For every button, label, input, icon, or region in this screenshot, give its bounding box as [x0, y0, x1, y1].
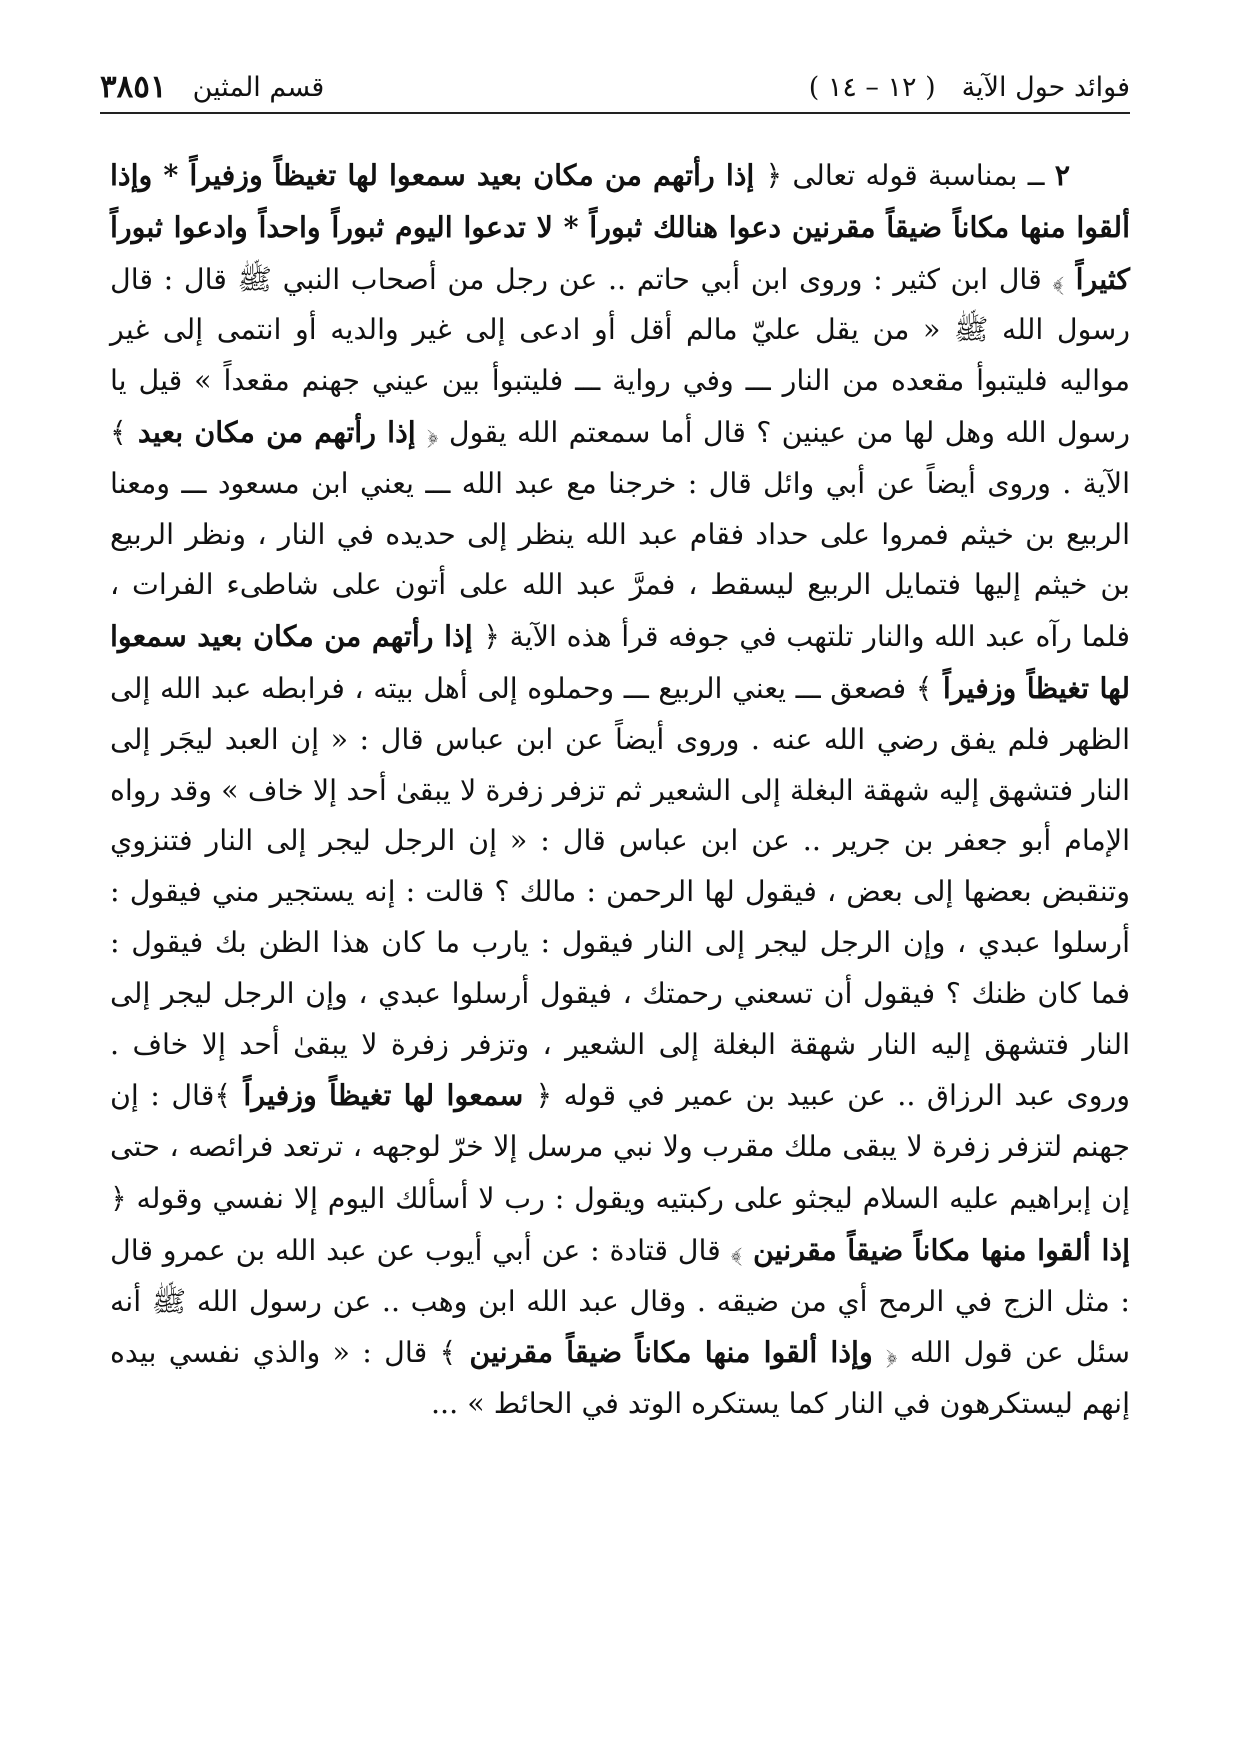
- text-segment: الآية . وروى أيضاً عن أبي وائل قال : خرجنا مع عبد الله ـــ يعني ابن مسعود ـــ ومعنا الربيع بن خيثم فمروا على حداد فقام عبد الله ينظر إلى حديده في النار ، ونظر الربيع بن خيثم إليها فتمايل الربيع ليسقط ، فمرَّ عبد الله على أتون على شاطىء الفرات ، فلما رآه عبد الله والنار تلتهب في جوفه قرأ هذه الآية: [110, 466, 1130, 654]
- ornate-bracket-open: ﴿: [426, 415, 439, 449]
- ornate-bracket-close: ﴾: [1052, 262, 1065, 296]
- page-number: ٣٨٥١: [100, 69, 167, 105]
- ornate-bracket-open: ﴿: [765, 159, 783, 192]
- item-dash: ــ: [1017, 159, 1055, 192]
- text-segment: فصعق ـــ يعني الربيع ـــ وحملوه إلى أهل بيته ، فرابطه عبد الله إلى الظهر فلم يفق رضي الله عنه . وروى أيضاً عن ابن عباس قال : « إن العبد ليجَر إلى النار فتشهق إليه شهقة البغلة إلى الشعير ثم تزفر زفرة لا يبقىٰ أحد إلا خاف » وقد رواه الإمام أبو جعفر بن جرير .. عن ابن عباس قال : « إن الرجل ليجر إلى النار فتنزوي وتنقبض بعضها إلى بعض ، فيقول لها الرحمن : مالك ؟ قالت : إنه يستجير مني فيقول : أرسلوا عبدي ، وإن الرجل ليجر إلى النار فيقول : يارب ما كان هذا الظن بك فيقول : فما كان ظنك ؟ فيقول أن تسعني رحمتك ، فيقول أرسلوا عبدي ، وإن الرجل ليجر إلى النار فتشهق إليه النار شهقة البغلة إلى الشعير ، وتزفر زفرة لا يبقىٰ أحد إلا خاف . وروى عبد الرزاق .. عن عبيد بن عمير في قوله: [110, 671, 1130, 1113]
- quran-quote: سمعوا لها تغيظاً وزفيراً: [231, 1078, 536, 1113]
- paragraph-item-2: [110, 150, 1130, 1430]
- text-segment: بمناسبة قوله تعالى: [782, 159, 1018, 192]
- quran-quote: وإذا ألقوا منها مكاناً ضيقاً مقرنين: [456, 1335, 886, 1370]
- quran-quote: إذا رأتهم من مكان بعيد سمعوا لها تغيظاً وزفيراً: [110, 619, 1130, 705]
- running-title: فوائد حول الآية: [961, 71, 1130, 103]
- text-segment: قال قتادة : عن أبي أيوب عن عبد الله بن عمرو قال : مثل الزج في الرمح أي من ضيقه . وقال عبد الله ابن وهب .. عن رسول الله ﷺ أنه سئل عن قول الله: [110, 1233, 1131, 1370]
- quran-quote: إذا رأتهم من مكان بعيد سمعوا لها تغيظاً وزفيراً * وإذا ألقوا منها مكاناً ضيقاً مقرنين دعوا هنالك ثبوراً * لا تدعوا اليوم ثبوراً واحداً وادعوا ثبوراً كثيراً: [110, 158, 1130, 296]
- quran-quote: إذا ألقوا منها مكاناً ضيقاً مقرنين: [742, 1232, 1130, 1267]
- ornate-bracket-open: ﴿: [483, 620, 500, 654]
- page-header: [100, 62, 1130, 114]
- ornate-bracket-open: ﴿: [885, 1336, 898, 1370]
- ornate-bracket-close: ﴾: [439, 1336, 457, 1370]
- text-segment: قال : « والذي نفسي بيده إنهم ليستكرهون في النار كما يستكره الوتد في الحائط » ...: [110, 1336, 1130, 1421]
- page-body: [110, 150, 1130, 1430]
- text-segment: قال ابن كثير : وروى ابن أبي حاتم .. عن رجل من أصحاب النبي ﷺ قال : قال رسول الله ﷺ « من يقل عليّ مالم أقل أو ادعى إلى غير والديه أو انتمى إلى غير مواليه فليتبوأ مقعده من النار ـــ وفي رواية ـــ فليتبوأ بين عيني جهنم مقعداً » قيل يا رسول الله وهل لها من عينين ؟ قال أما سمعتم الله يقول: [110, 262, 1130, 449]
- ornate-bracket-close: ﴾: [110, 415, 127, 449]
- item-number: ٢: [1054, 158, 1070, 192]
- ornate-bracket-close: ﴾: [214, 1079, 232, 1113]
- header-running-title-group: [809, 72, 1130, 103]
- ornate-bracket-open: ﴿: [535, 1079, 553, 1113]
- header-section-group: [100, 69, 324, 105]
- verse-range: ( ١٢ – ١٤ ): [808, 71, 936, 103]
- text-segment: قال : إن جهنم لتزفر زفرة لا يبقى ملك مقرب ولا نبي مرسل إلا خرّ لوجهه ، ترتعد فرائصه ، حتى إن إبراهيم عليه السلام ليجثو على ركبتيه ويقول : رب لا أسألك اليوم إلا نفسي وقوله: [110, 1079, 1130, 1215]
- ornate-bracket-open: ﴿: [110, 1181, 127, 1215]
- quran-quote: إذا رأتهم من مكان بعيد: [126, 414, 427, 449]
- section-name: قسم المثين: [192, 71, 325, 103]
- ornate-bracket-close: ﴾: [915, 671, 933, 705]
- ornate-bracket-close: ﴾: [730, 1233, 743, 1267]
